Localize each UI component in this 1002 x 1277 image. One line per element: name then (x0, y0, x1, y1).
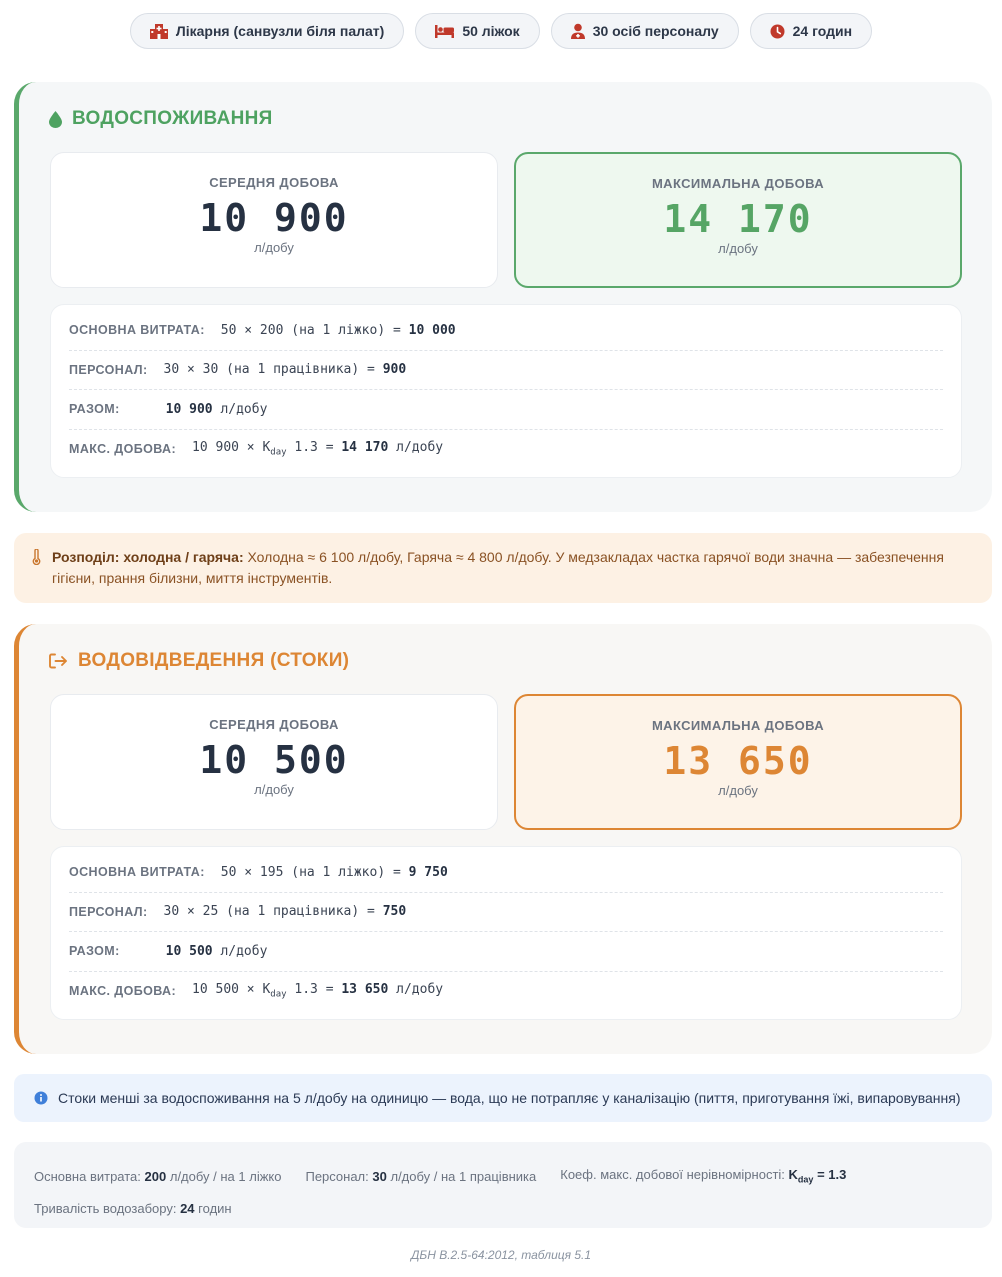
calc-row-max (69, 430, 943, 469)
calc-key: ПЕРСОНАЛ: (69, 904, 148, 919)
sewer-avg-card (50, 694, 498, 830)
calc-result: 10 000 (408, 322, 456, 338)
calc-row-main (69, 311, 943, 351)
param-main: Основна витрата: 200 л/добу / на 1 ліжко (34, 1168, 282, 1184)
water-drop-icon (49, 111, 62, 128)
water-section-title (49, 108, 273, 130)
param-staff: Персонал: 30 л/добу / на 1 працівника (305, 1168, 537, 1184)
k-subscript: day (270, 989, 287, 1000)
water-avg-label: СЕРЕДНЯ ДОБОВА (209, 175, 339, 190)
sewer-avg-label: СЕРЕДНЯ ДОБОВА (209, 717, 339, 732)
water-consumption-section (14, 82, 992, 512)
calc-result: 10 900 (165, 401, 213, 417)
water-avg-card (50, 152, 498, 288)
calc-unit: л/добу (396, 439, 444, 455)
calc-key: ПЕРСОНАЛ: (69, 362, 148, 377)
chip-duration-label: 24 годин (792, 23, 853, 39)
calc-expr: 10 900 × K (192, 439, 271, 455)
info-note-text: Стоки менші за водоспоживання на 5 л/добу на одиницю — вода, що не потрапляє у каналізацію (пиття, приготування їжі, випаровування) (58, 1090, 961, 1106)
calc-expr: 10 500 × K (192, 981, 271, 997)
parameter-chips (0, 13, 1002, 49)
calc-unit: л/добу (220, 401, 268, 417)
sewer-title-text: ВОДОВІДВЕДЕННЯ (СТОКИ) (78, 650, 350, 671)
calc-key: ОСНОВНА ВИТРАТА: (69, 323, 205, 338)
chip-beds-label: 50 ліжок (462, 23, 520, 39)
calc-result: 9 750 (408, 864, 448, 880)
calc-row-staff (69, 351, 943, 391)
thermometer-icon (32, 549, 41, 565)
calc-expr: 30 × 25 (на 1 працівника) = (163, 904, 375, 920)
sewer-avg-value: 10 500 (199, 738, 349, 782)
water-max-label: МАКСИМАЛЬНА ДОБОВА (651, 176, 825, 191)
water-max-card (514, 152, 962, 288)
param-coef: Коеф. макс. добової нерівномірності: $K_{day} = 1.3$ (560, 1167, 847, 1185)
calc-result: 750 (382, 904, 407, 920)
split-note-text: Холодна ≈ 6 100 л/добу, Гаряча ≈ 4 800 л/добу. У медзакладах частка гарячої води значна — забезпечення гігієни, прання білизни, миття інструментів. (52, 549, 944, 586)
sewer-max-label: МАКСИМАЛЬНА ДОБОВА (651, 718, 825, 733)
sewer-max-unit: л/добу (718, 783, 758, 798)
calc-result: 10 500 (165, 943, 213, 959)
chip-staff-label: 30 осіб персоналу (592, 23, 719, 39)
outflow-icon (49, 653, 68, 669)
calc-unit: л/добу (396, 981, 444, 997)
sewer-max-value: 13 650 (663, 739, 813, 783)
water-avg-value: 10 900 (199, 196, 349, 240)
calc-row-main (69, 853, 943, 893)
water-avg-unit: л/добу (254, 240, 294, 255)
calc-expr: 1.3 = (294, 981, 334, 997)
calc-key: РАЗОМ: (69, 402, 120, 417)
calc-key: РАЗОМ: (69, 944, 120, 959)
calc-expr: 1.3 = (294, 439, 334, 455)
clock-icon (770, 24, 785, 39)
k-subscript: day (270, 447, 287, 458)
source-reference: ДБН В.2.5-64:2012, таблиця 5.1 (410, 1248, 592, 1262)
hospital-icon (150, 23, 168, 39)
sewer-max-card (514, 694, 962, 830)
staff-icon (571, 23, 585, 39)
calc-result: 14 170 (341, 439, 389, 455)
info-icon (34, 1091, 48, 1105)
calc-key: ОСНОВНА ВИТРАТА: (69, 865, 205, 880)
calc-row-total (69, 932, 943, 972)
calc-row-total (69, 390, 943, 430)
param-duration: Тривалість водозабору: 24 годин (34, 1200, 232, 1216)
chip-duration (750, 13, 872, 49)
water-max-unit: л/добу (718, 241, 758, 256)
calc-expr: 30 × 30 (на 1 працівника) = (163, 362, 375, 378)
calc-key: МАКС. ДОБОВА: (69, 983, 177, 998)
norms-parameters (14, 1142, 992, 1228)
calc-row-staff (69, 893, 943, 933)
calc-result: 13 650 (341, 981, 389, 997)
sewer-avg-unit: л/добу (254, 782, 294, 797)
bed-icon (435, 24, 454, 38)
sewer-section-title (49, 650, 349, 672)
info-note (14, 1074, 992, 1122)
hot-cold-split-note (14, 533, 992, 603)
calc-expr: 50 × 200 (на 1 ліжко) = (220, 322, 401, 338)
split-note-title: Розподіл: холодна / гаряча: (52, 549, 244, 565)
chip-staff (551, 13, 739, 49)
chip-facility (130, 13, 404, 49)
calc-row-max (69, 972, 943, 1011)
calc-unit: л/добу (220, 943, 268, 959)
water-max-value: 14 170 (663, 197, 813, 241)
water-calculation (50, 304, 962, 478)
calc-result: 900 (382, 362, 407, 378)
calc-key: МАКС. ДОБОВА: (69, 441, 177, 456)
sewer-section (14, 624, 992, 1054)
water-title-text: ВОДОСПОЖИВАННЯ (72, 108, 273, 129)
chip-beds (415, 13, 539, 49)
chip-facility-label: Лікарня (санвузли біля палат) (175, 23, 385, 39)
sewer-calculation (50, 846, 962, 1020)
calc-expr: 50 × 195 (на 1 ліжко) = (220, 864, 401, 880)
